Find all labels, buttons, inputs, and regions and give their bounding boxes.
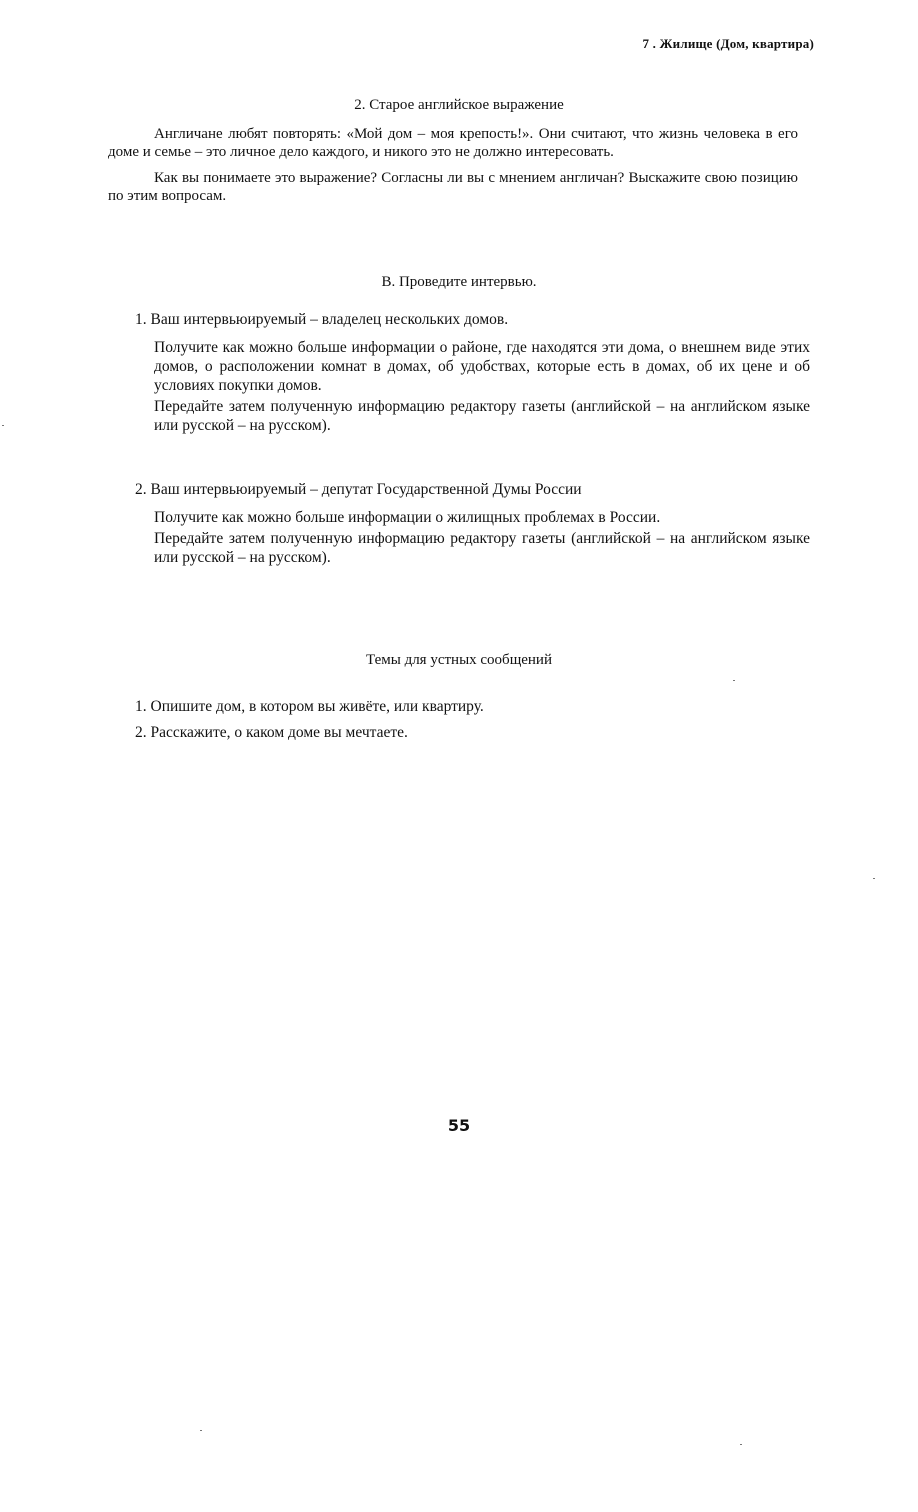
paragraph: Получите как можно больше информации о районе, где находятся эти дома, о внешнем виде этих домов, о расположении комнат в домах, об удобствах, которые есть в домах, об их цене и об условиях покупки домов. (154, 339, 810, 394)
interview-title: B. Проведите интервью. (381, 274, 537, 290)
interview-item-heading: 2. Ваш интервьюируемый – депутат Государственной Думы России (135, 481, 582, 498)
topic-item: 2. Расскажите, о каком доме вы мечтаете. (135, 724, 408, 741)
scan-speck (733, 680, 735, 681)
topics-title: Темы для устных сообщений (366, 652, 552, 668)
paragraph: Англичане любят повторять: «Мой дом – моя крепость!». Они считают, что жизнь человека в его доме и семье – это личное дело каждого, и никого это не должно интересовать. (108, 126, 798, 160)
interview-item-heading: 1. Ваш интервьюируемый – владелец нескольких домов. (135, 311, 509, 328)
paragraph: Передайте затем полученную информацию редактору газеты (английской – на английском языке или русской – на русском). (154, 530, 810, 566)
scan-speck (740, 1444, 742, 1445)
topic-item: 1. Опишите дом, в котором вы живёте, или квартиру. (135, 698, 484, 715)
section-title: 2. Старое английское выражение (354, 97, 564, 113)
paragraph: Как вы понимаете это выражение? Согласны ли вы с мнением англичан? Выскажите свою позицию по этим вопросам. (108, 170, 798, 204)
scan-speck (2, 425, 4, 426)
paragraph: Передайте затем полученную информацию редактору газеты (английской – на английском языке или русской – на русском). (154, 398, 810, 434)
interview-item-body (154, 508, 810, 567)
scan-speck (200, 1430, 202, 1431)
paragraph: Получите как можно больше информации о жилищных проблемах в России. (154, 509, 661, 526)
scan-speck (873, 878, 875, 879)
section-body (108, 125, 798, 205)
running-header: 7 . Жилище (Дом, квартира) (642, 36, 814, 51)
page-number: 55 (447, 1116, 471, 1135)
interview-item-body (154, 338, 810, 435)
